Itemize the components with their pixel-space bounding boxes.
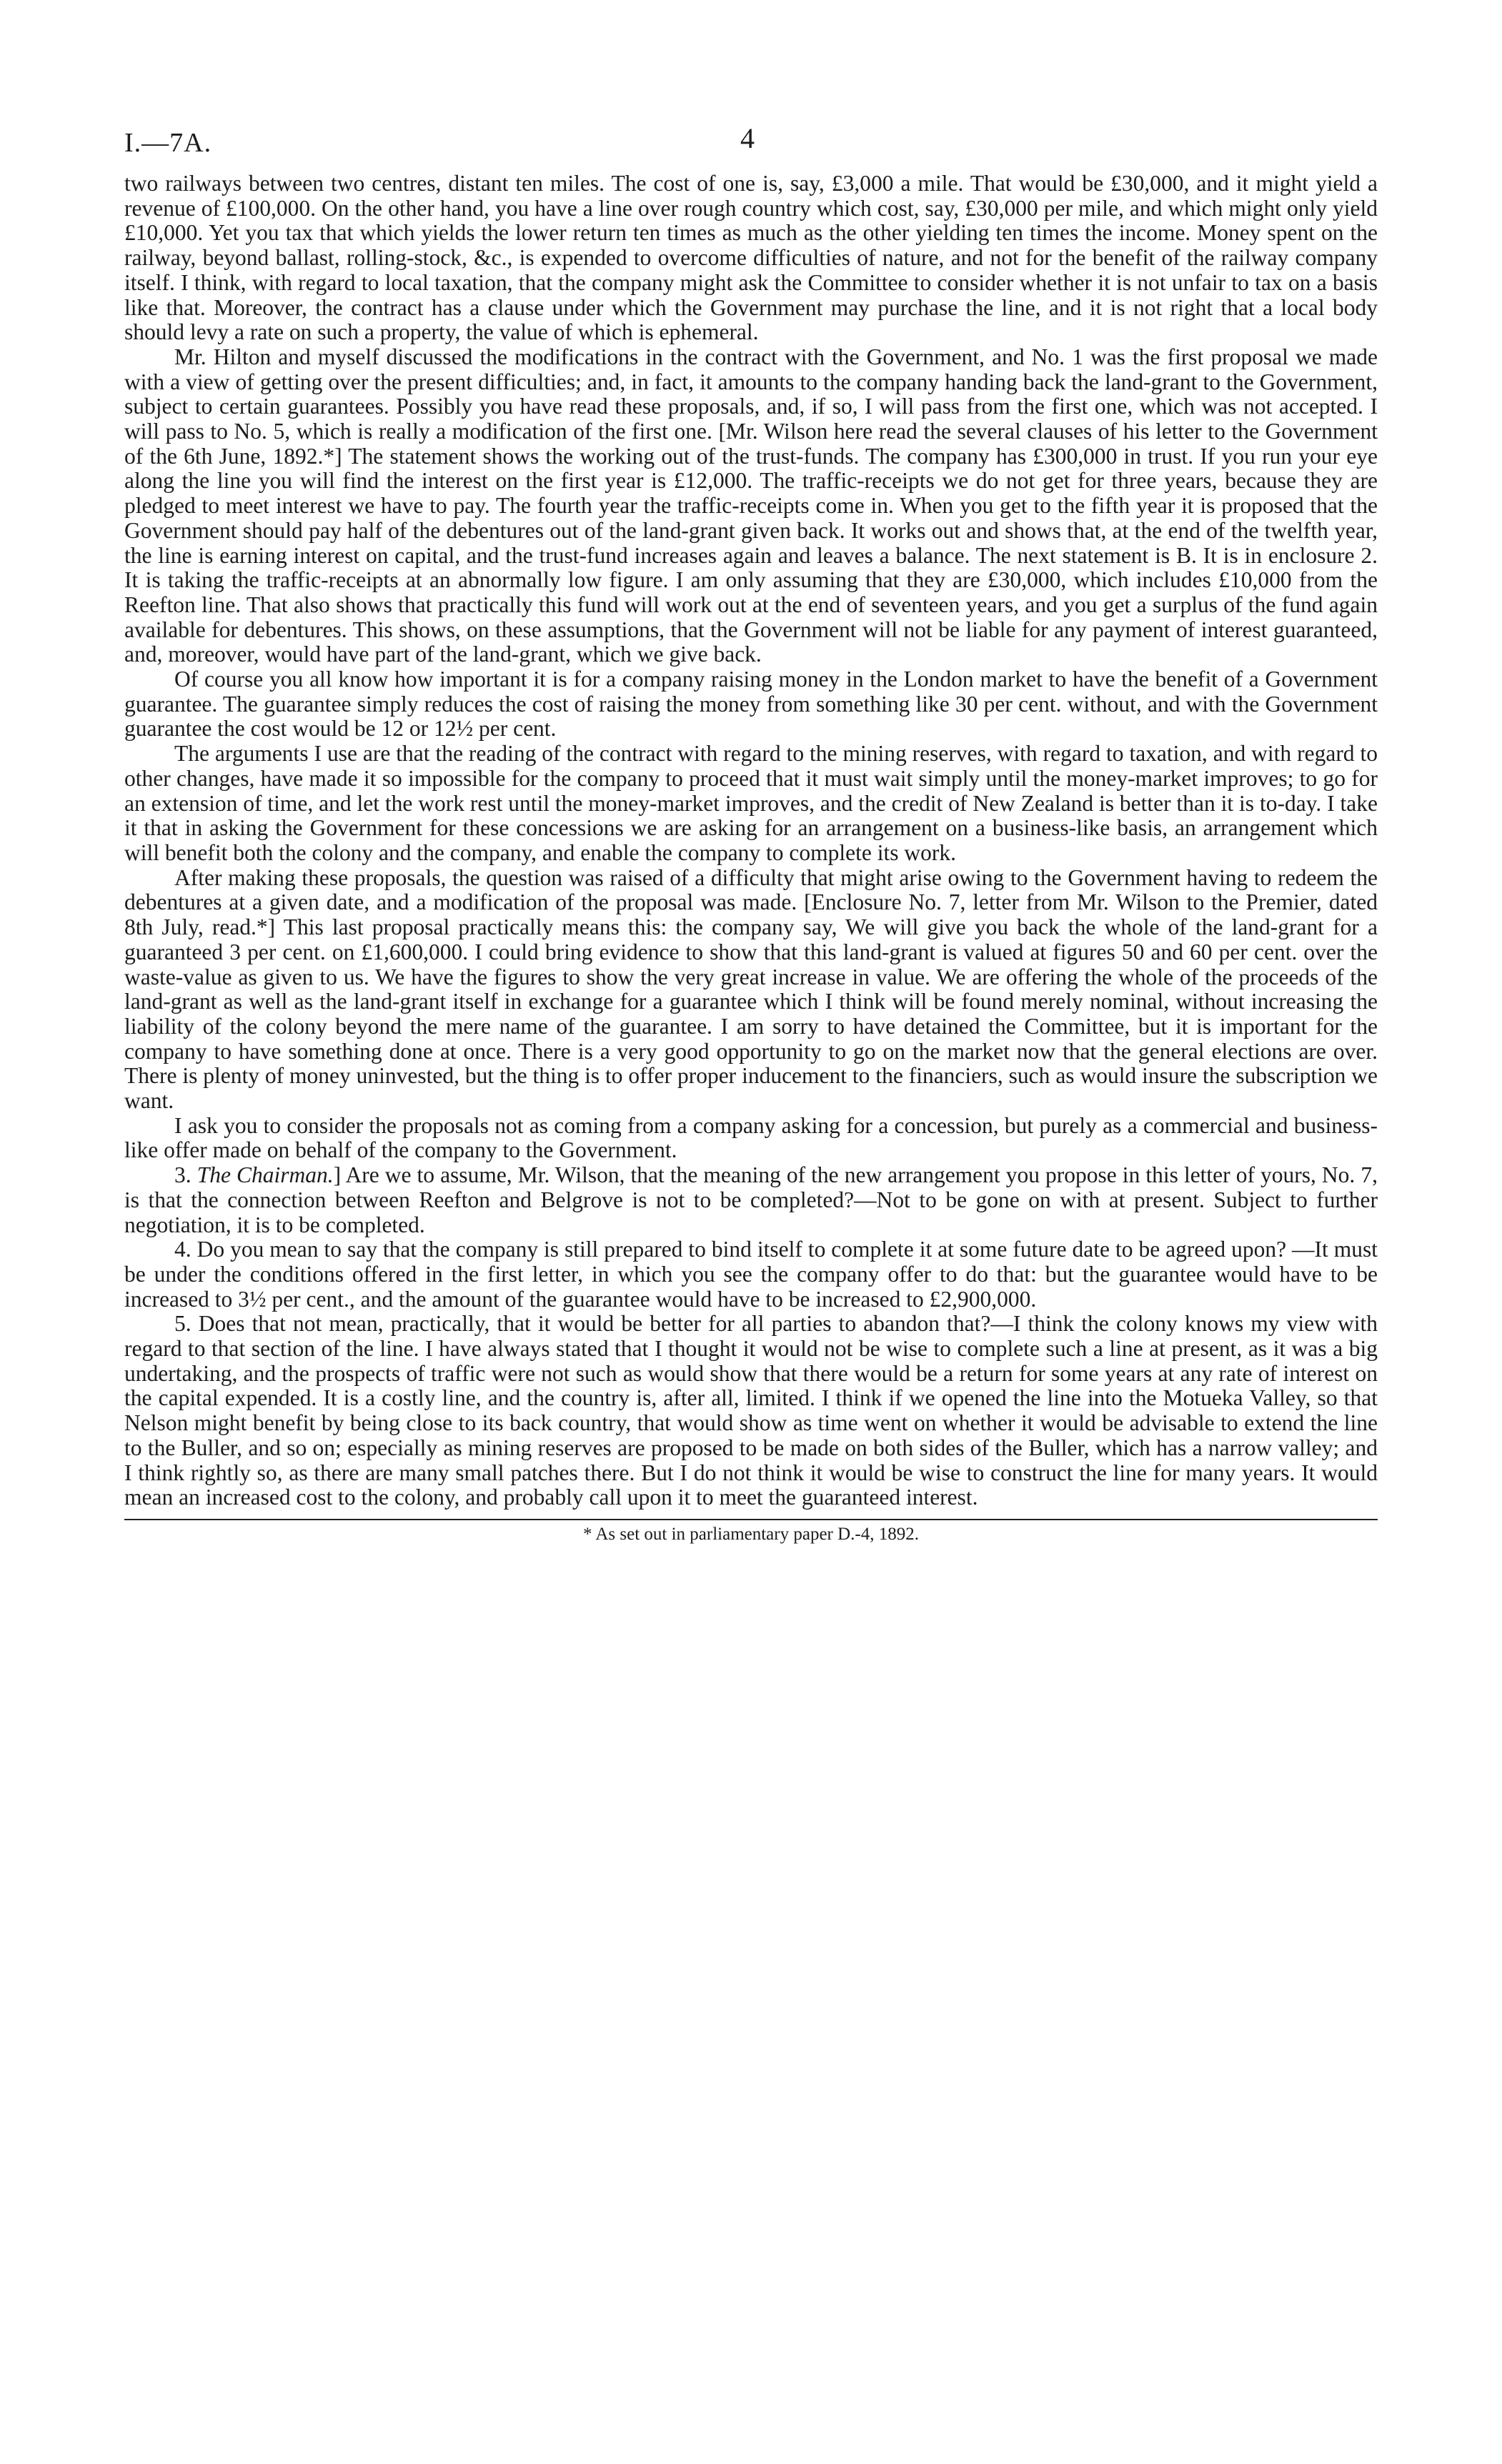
speaker-name: The Chairman. (197, 1162, 334, 1188)
question-5 (124, 1312, 1378, 1510)
paragraph: I ask you to consider the proposals not as coming from a company asking for a concession, but purely as a commercial and business-like offer made on behalf of the company to the Government. (124, 1112, 1378, 1163)
question-text: Does that not mean, practically, that it would be better for all parties to abandon that?—I think the colony knows my view with regard to that section of the line. I have always stated that I thought it would not be wise to complete such a line at present, as it was a big undertaking, and the prospects of traffic were not such as would show that there would be a return for some years at any rate of interest on the capital expended. It is a costly line, and the country is, after all, limited. I think if we opened the line into the Motueka Valley, so that Nelson might benefit by being close to its back country, that would show as time went on whether it would be advisable to extend the line to the Buller, and so on; especially as mining reserves are proposed to be made on both sides of the Buller, which has a narrow valley; and I think rightly so, as there are many small patches there. But I do not think it would be wise to construct the line for many years. It would mean an increased cost to the colony, and probably call upon it to meet the guaranteed interest. (124, 1311, 1378, 1510)
paragraph: Mr. Hilton and myself discussed the modifications in the contract with the Government, and No. 1 was the first proposal we made with a view of getting over the present difficulties; and, in fact, it amounts to the company handing back the land-grant to the Government, subject to certain guarantees. Possibly you have read these proposals, and, if so, I will pass from the first one, which was not accepted. I will pass to No. 5, which is really a modification of the first one. [Mr. Wilson here read the several clauses of his letter to the Government of the 6th June, 1892.*] The statement shows the working out of the trust-funds. The company has £300,000 in trust. If you run your eye along the line you will find the interest on the first year is £12,000. The traffic-receipts we do not get for three years, because they are pledged to meet interest we have to pay. The fourth year the traffic-receipts come in. When you get to the fifth year it is proposed that the Government should pay half of the debentures out of the land-grant given back. It works out and shows that, at the end of the twelfth year, the line is earning interest on capital, and the trust-fund increases again and leaves a balance. The next statement is B. It is in enclosure 2. It is taking the traffic-receipts at an abnormally low figure. I am only assuming that they are £30,000, which includes £10,000 from the Reefton line. That also shows that practically this fund will work out at the end of seventeen years, and you get a surplus of the fund again available for debentures. This shows, on these assumptions, that the Government will not be liable for any payment of interest guaranteed, and, moreover, would have part of the land-grant, which we give back. (124, 344, 1378, 667)
question-text: Do you mean to say that the company is still prepared to bind itself to complete it at some future date to be agreed upon? —It must be under the conditions offered in the first letter, in which you see the company offer to do that: but the guarantee would have to be increased to 3½ per cent., and the amount of the guarantee would have to be increased to £2,900,000. (124, 1237, 1378, 1312)
paragraph: After making these proposals, the question was raised of a difficulty that might arise owing to the Government having to redeem the debentures at a given date, and a modification of the proposal was made. [Enclosure No. 7, letter from Mr. Wilson to the Premier, dated 8th July, read.*] This last proposal practically means this: the company say, We will give you back the whole of the land-grant for a guaranteed 3 per cent. on £1,600,000. I could bring evidence to show that this land-grant is valued at figures 50 and 60 per cent. over the waste-value as given to us. We have the figures to show the very great increase in value. We are offering the whole of the proceeds of the land-grant as well as the land-grant itself in exchange for a guarantee which I think will be found merely nominal, without increasing the liability of the colony beyond the mere name of the guarantee. I am sorry to have detained the Committee, but it is important for the company to have something done at once. There is a very good opportunity to go on the market now that the general elections are over. There is plenty of money uninvested, but the thing is to offer proper inducement to the financiers, such as would insure the subscription we want. (124, 864, 1378, 1114)
body-text (124, 171, 1378, 1510)
paragraph-continued: two railways between two centres, distant ten miles. The cost of one is, say, £3,000 a mile. That would be £30,000, and it might yield a revenue of £100,000. On the other hand, you have a line over rough country which cost, say, £30,000 per mile, and which might only yield £10,000. Yet you tax that which yields the lower return ten times as much as the other yielding ten times the income. Money spent on the railway, beyond ballast, rolling-stock, &c., is expended to overcome difficulties of nature, and not for the benefit of the railway company itself. I think, with regard to local taxation, that the company might ask the Committee to consider whether it is not unfair to tax on a basis like that. Moreover, the contract has a clause under which the Government may purchase the line, and it is not right that a local body should levy a rate on such a property, the value of which is ephemeral. (124, 171, 1378, 345)
page-number: 4 (740, 122, 755, 154)
document-page (124, 121, 1378, 1545)
question-number: 4. (174, 1237, 192, 1262)
question-4 (124, 1237, 1378, 1312)
footnote: * As set out in parliamentary paper D.-4, 1892. (582, 1524, 920, 1544)
question-number: 5. (174, 1311, 192, 1337)
paragraph: Of course you all know how important it is for a company raising money in the London market to have the benefit of a Government guarantee. The guarantee simply reduces the cost of raising the money from something like 30 per cent. without, and with the Government guarantee the cost would be 12 or 12½ per cent. (124, 667, 1378, 742)
footnote-divider (124, 1519, 1378, 1520)
paragraph: The arguments I use are that the reading of the contract with regard to the mining reserves, with regard to taxation, and with regard to other changes, have made it so impossible for the company to proceed that it must wait simply until the money-market improves; to go for an extension of time, and let the work rest until the money-market improves, and the credit of New Zealand is better than it is to-day. I take it that in asking the Government for these concessions we are asking for an arrangement on a business-like basis, an arrangement which will benefit both the colony and the company, and enable the company to complete its work. (124, 741, 1378, 865)
page-header (124, 121, 1378, 171)
question-3 (124, 1163, 1378, 1237)
question-text: ] Are we to assume, Mr. Wilson, that the meaning of the new arrangement you propose in this letter of yours, No. 7, is that the connection between Reefton and Belgrove is not to be completed?—Not to be gone on with at present. Subject to further negotiation, it is to be completed. (124, 1162, 1378, 1237)
question-number: 3. (174, 1162, 192, 1188)
paper-reference: I.—7A. (124, 128, 212, 158)
